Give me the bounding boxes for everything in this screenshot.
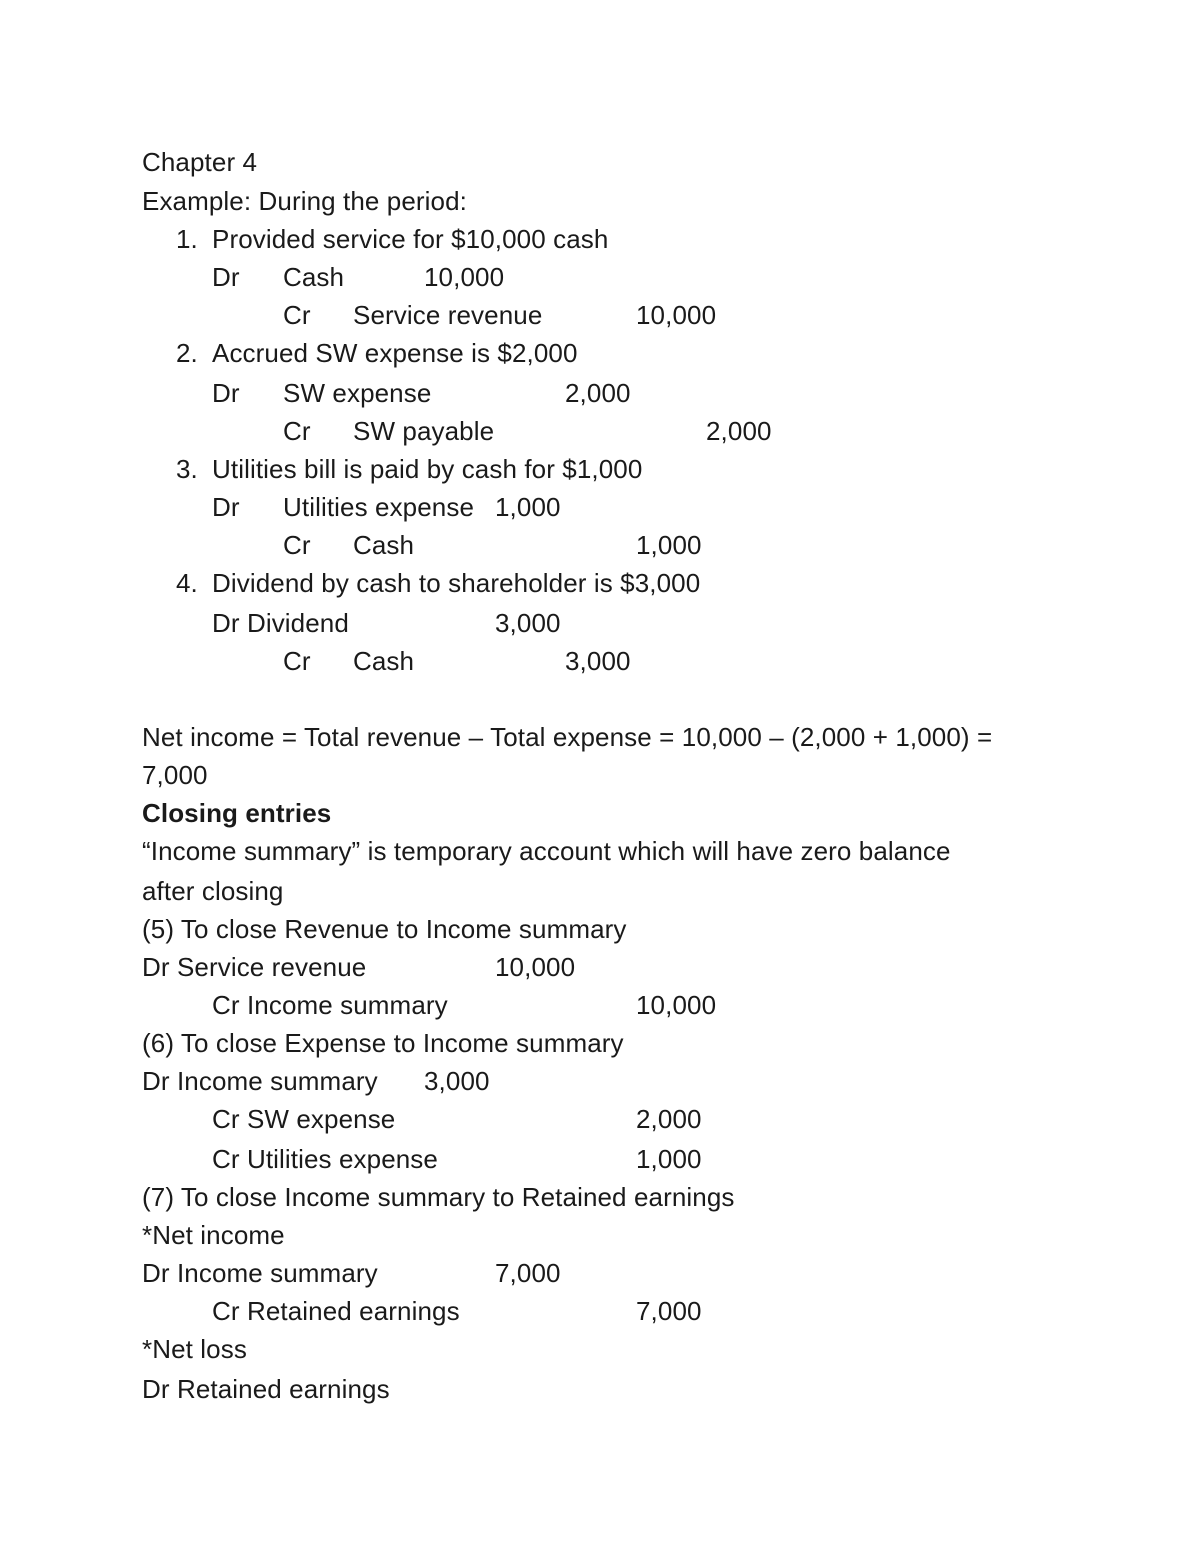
income-summary-note-cont: after closing bbox=[142, 876, 284, 906]
credit-tag: Cr bbox=[283, 530, 311, 560]
debit-text: Dr Income summary bbox=[142, 1066, 378, 1096]
debit-tag: Dr bbox=[212, 262, 240, 292]
debit-text: Dr Service revenue bbox=[142, 952, 367, 982]
debit-amount: 3,000 bbox=[424, 1066, 490, 1096]
debit-account: SW expense bbox=[283, 378, 432, 408]
credit-amount: 3,000 bbox=[565, 646, 631, 676]
credit-amount: 1,000 bbox=[636, 530, 702, 560]
item-text: Provided service for $10,000 cash bbox=[212, 224, 609, 254]
credit-account: Cash bbox=[353, 530, 415, 560]
credit-text: Cr Retained earnings bbox=[212, 1296, 460, 1326]
step-5-label: (5) To close Revenue to Income summary bbox=[142, 914, 627, 944]
credit-account: Service revenue bbox=[353, 300, 543, 330]
item-text: Dividend by cash to shareholder is $3,000 bbox=[212, 568, 701, 598]
item-number: 1. bbox=[176, 224, 198, 254]
credit-tag: Cr bbox=[283, 646, 311, 676]
debit-tag: Dr bbox=[212, 492, 240, 522]
item-number: 2. bbox=[176, 338, 198, 368]
debit-tag: Dr bbox=[212, 378, 240, 408]
example-intro: Example: During the period: bbox=[142, 186, 467, 216]
item-text: Utilities bill is paid by cash for $1,000 bbox=[212, 454, 643, 484]
credit-amount: 10,000 bbox=[636, 300, 717, 330]
net-income-case-label: *Net income bbox=[142, 1220, 285, 1250]
income-summary-note: “Income summary” is temporary account which will have zero balance bbox=[142, 836, 951, 866]
debit-account: Cash bbox=[283, 262, 345, 292]
item-text: Accrued SW expense is $2,000 bbox=[212, 338, 578, 368]
credit-amount: 1,000 bbox=[636, 1144, 702, 1174]
credit-amount: 2,000 bbox=[706, 416, 772, 446]
item-number: 3. bbox=[176, 454, 198, 484]
credit-text: Cr Income summary bbox=[212, 990, 448, 1020]
step-7-label: (7) To close Income summary to Retained earnings bbox=[142, 1182, 735, 1212]
credit-tag: Cr bbox=[283, 300, 311, 330]
debit-amount: 3,000 bbox=[495, 608, 561, 638]
net-loss-debit: Dr Retained earnings bbox=[142, 1374, 390, 1404]
credit-tag: Cr bbox=[283, 416, 311, 446]
debit-account: Utilities expense bbox=[283, 492, 475, 522]
chapter-title: Chapter 4 bbox=[142, 147, 258, 177]
step-6-label: (6) To close Expense to Income summary bbox=[142, 1028, 624, 1058]
credit-amount: 10,000 bbox=[636, 990, 717, 1020]
debit-text: Dr Income summary bbox=[142, 1258, 378, 1288]
debit-tag: Dr Dividend bbox=[212, 608, 349, 638]
credit-amount: 2,000 bbox=[636, 1104, 702, 1134]
debit-amount: 10,000 bbox=[495, 952, 576, 982]
debit-amount: 2,000 bbox=[565, 378, 631, 408]
credit-account: SW payable bbox=[353, 416, 495, 446]
item-number: 4. bbox=[176, 568, 198, 598]
debit-amount: 1,000 bbox=[495, 492, 561, 522]
net-income-result: 7,000 bbox=[142, 760, 208, 790]
net-loss-case-label: *Net loss bbox=[142, 1334, 247, 1364]
credit-account: Cash bbox=[353, 646, 415, 676]
debit-amount: 10,000 bbox=[424, 262, 505, 292]
credit-amount: 7,000 bbox=[636, 1296, 702, 1326]
credit-text: Cr SW expense bbox=[212, 1104, 396, 1134]
closing-entries-heading: Closing entries bbox=[142, 798, 332, 828]
debit-amount: 7,000 bbox=[495, 1258, 561, 1288]
credit-text: Cr Utilities expense bbox=[212, 1144, 438, 1174]
net-income-formula: Net income = Total revenue – Total expense = 10,000 – (2,000 + 1,000) = bbox=[142, 722, 993, 752]
